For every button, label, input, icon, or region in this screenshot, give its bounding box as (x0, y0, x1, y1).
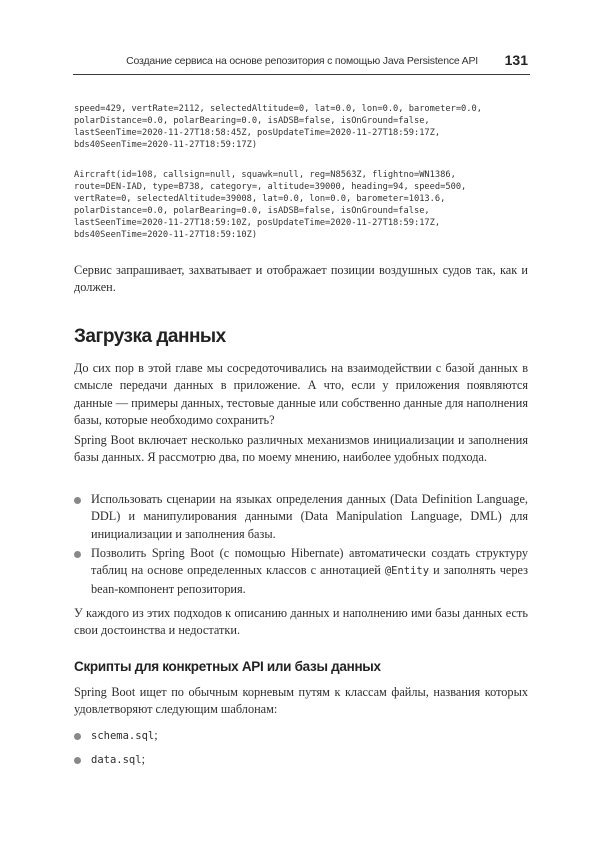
list-item-suffix: ; (154, 728, 158, 742)
list-item-text (91, 545, 528, 598)
inline-code: @Entity (384, 565, 430, 578)
list-item (74, 545, 528, 598)
inline-code: schema.sql (91, 730, 155, 742)
code-line: vertRate=0, selectedAltitude=39008, lat=0.0, lon=0.0, barometer=1013.6, (74, 194, 446, 205)
list-item (74, 751, 528, 769)
list-item-text: Использовать сценарии на языках определения данных (Data Definition Language, DDL) и манипулирования данными (Data Manipulation Language, DML) для инициализации и заполнения базы. (91, 492, 528, 541)
code-line: lastSeenTime=2020-11-27T18:58:45Z, posUpdateTime=2020-11-27T18:59:17Z, (74, 128, 441, 139)
bullet-icon (74, 497, 81, 504)
page-number: 131 (504, 52, 528, 68)
subsection-heading: Скрипты для конкретных API или базы данных (74, 659, 381, 674)
paragraph-classpath: Spring Boot ищет по обычным корневым путям к классам файлы, названия которых удовлетворяют следующим шаблонам: (74, 685, 528, 717)
bullet-icon (74, 733, 81, 740)
list-item-text (91, 727, 528, 745)
bullet-icon (74, 551, 81, 558)
paragraph-mechanisms: Spring Boot включает несколько различных механизмов инициализации и заполнения базы данных. Я рассмотрю два, по моему мнению, наиболее удобных подхода. (74, 433, 528, 465)
code-line: Aircraft(id=108, callsign=null, squawk=null, reg=N8563Z, flightno=WN1386, (74, 170, 456, 180)
code-line: route=DEN-IAD, type=B738, category=, altitude=39000, heading=94, speed=500, (74, 182, 467, 193)
list-item-text-part: и заполнять через bean-компонент репозитория. (91, 563, 528, 596)
code-line: lastSeenTime=2020-11-27T18:59:10Z, posUpdateTime=2020-11-27T18:59:17Z, (74, 218, 441, 229)
paragraph-result: Сервис запрашивает, захватывает и отображает позиции воздушных судов так, как и должен. (74, 263, 528, 295)
running-header (73, 50, 530, 75)
code-line: bds40SeenTime=2020-11-27T18:59:17Z) (74, 140, 258, 151)
running-header-title: Создание сервиса на основе репозитория с помощью Java Persistence API (126, 55, 478, 67)
list-item-text-part: Позволить Spring Boot (с помощью Hibernate) автоматически создать структуру таблиц на основе определенных классов с аннотацией (91, 546, 528, 578)
inline-code: data.sql (91, 754, 142, 766)
code-line: polarDistance=0.0, polarBearing=0.0, isADSB=false, isOnGround=false, (74, 206, 430, 217)
code-line: speed=429, vertRate=2112, selectedAltitude=0, lat=0.0, lon=0.0, barometer=0.0, (74, 104, 482, 114)
bullet-icon (74, 757, 81, 764)
code-line: bds40SeenTime=2020-11-27T18:59:10Z) (74, 230, 258, 241)
section-heading: Загрузка данных (74, 326, 226, 347)
paragraph-intro: До сих пор в этой главе мы сосредоточивались на взаимодействии с базой данных в смысле передачи данных в приложение. А что, если у приложения появляются данные — примеры данных, тестовые данные или собственно данные для наполнения базы, которые необходимо сохранить? (74, 361, 528, 428)
code-block-2 (74, 169, 534, 242)
list-item-text (91, 751, 528, 769)
list-item (74, 491, 528, 543)
list-item (74, 727, 528, 745)
code-block-1 (74, 103, 534, 151)
list-item-suffix: ; (141, 752, 145, 766)
code-line: polarDistance=0.0, polarBearing=0.0, isADSB=false, isOnGround=false, (74, 116, 430, 127)
paragraph-tradeoffs: У каждого из этих подходов к описанию данных и наполнению ими базы данных есть свои достоинства и недостатки. (74, 606, 528, 638)
